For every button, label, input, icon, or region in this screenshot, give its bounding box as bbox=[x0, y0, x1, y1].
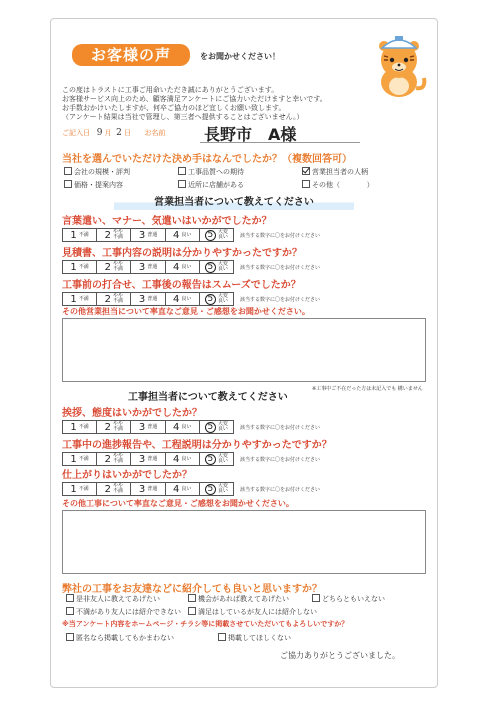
rating-option-3[interactable] bbox=[131, 421, 165, 433]
rating-option-5[interactable] bbox=[200, 483, 233, 495]
q1-option-label: 近所に店舗がある bbox=[188, 181, 244, 189]
referral-option-label: 不満があり友人には紹介できない bbox=[76, 608, 181, 616]
sales-question: 言葉遣い、マナー、気遣いはいかがでしたか？ bbox=[62, 216, 272, 227]
construction-comment-box[interactable] bbox=[62, 510, 426, 574]
referral-option-label: 是非友人に教えてあげたい bbox=[76, 595, 160, 603]
q1-option[interactable] bbox=[302, 180, 374, 190]
publish-title: ※当アンケート内容をホームページ・チラシ等に掲載させていただいてもよろしいですか？ bbox=[62, 620, 349, 628]
checkbox[interactable] bbox=[188, 607, 196, 615]
rating-option-1[interactable] bbox=[63, 293, 97, 305]
rating-label: 普通 bbox=[147, 295, 158, 302]
intro-line: お客様サービス向上のため、顧客満足アンケートにご協力いただけますと幸いです。 bbox=[62, 95, 327, 103]
rating-label: 良い bbox=[181, 231, 192, 238]
rating-option-4[interactable] bbox=[166, 453, 200, 465]
rating-option-4[interactable] bbox=[166, 293, 200, 305]
checkbox-checked[interactable] bbox=[302, 167, 310, 175]
rating-option-2[interactable] bbox=[97, 229, 131, 241]
rating-scale[interactable] bbox=[62, 482, 234, 496]
referral-option-label: どちらともいえない bbox=[322, 595, 385, 603]
construction-question: 仕上がりはいかがでしたか？ bbox=[62, 470, 192, 481]
rating-label: やや 不満 bbox=[112, 421, 123, 432]
publish-option-label: 匿名なら掲載してもかまわない bbox=[76, 634, 174, 642]
rating-label: 不満 bbox=[78, 295, 89, 302]
checkbox[interactable] bbox=[312, 594, 320, 602]
month-value[interactable]: 9 bbox=[96, 128, 103, 138]
rating-number: 4 bbox=[173, 483, 180, 495]
sales-heading: 営業担当者について教えてください bbox=[114, 196, 354, 210]
rating-option-2[interactable] bbox=[97, 421, 131, 433]
rating-number: 5 bbox=[205, 294, 216, 305]
q1-option-label: その他（ bbox=[312, 181, 340, 189]
rating-label: 大変 良い bbox=[217, 293, 228, 304]
rating-number: 4 bbox=[173, 293, 180, 305]
construction-question: 工事中の進捗報告や、工程説明は分かりやすかったですか？ bbox=[62, 440, 332, 451]
q1-option-label: 営業担当者の人柄 bbox=[312, 168, 368, 176]
intro-line: お手数おかけいたしますが、何卒ご協力のほど宜しくお願い致します。 bbox=[62, 104, 286, 112]
rating-option-5[interactable] bbox=[200, 421, 233, 433]
checkbox[interactable] bbox=[66, 633, 74, 641]
intro-text bbox=[62, 86, 372, 122]
publish-option[interactable] bbox=[218, 633, 291, 643]
referral-option[interactable] bbox=[66, 594, 160, 604]
rating-option-3[interactable] bbox=[131, 453, 165, 465]
rating-number: 3 bbox=[138, 421, 146, 433]
publish-option-label: 掲載してほしくない bbox=[228, 634, 291, 642]
name-underline bbox=[200, 142, 360, 143]
rating-number: 4 bbox=[173, 453, 180, 465]
rating-number: 3 bbox=[138, 261, 146, 273]
rating-number: 5 bbox=[205, 262, 216, 273]
rating-note: 該当する数字に〇をお付けください bbox=[240, 233, 321, 239]
rating-number: 2 bbox=[104, 453, 111, 465]
rating-option-1[interactable] bbox=[63, 261, 97, 273]
rating-note: 該当する数字に〇をお付けください bbox=[240, 487, 321, 493]
q1-title: 当社を選んでいただけた決め手はなんでしたか？（複数回答可） bbox=[62, 154, 352, 165]
rating-option-5[interactable] bbox=[200, 261, 233, 273]
rating-number: 1 bbox=[70, 293, 77, 305]
date-row bbox=[62, 128, 165, 138]
sales-question: 工事前の打合せ、工事後の報告はスムーズでしたか？ bbox=[62, 280, 301, 291]
rating-note: 該当する数字に〇をお付けください bbox=[240, 265, 321, 271]
rating-number: 2 bbox=[104, 483, 111, 495]
checkbox[interactable] bbox=[64, 167, 72, 175]
rating-label: 不満 bbox=[78, 423, 89, 430]
rating-label: 普通 bbox=[147, 485, 158, 492]
rating-option-5[interactable] bbox=[200, 293, 233, 305]
rating-option-4[interactable] bbox=[166, 261, 200, 273]
q1-option-label: 会社の規模・評判 bbox=[74, 168, 130, 176]
day-unit: 日 bbox=[124, 129, 132, 137]
rating-scale[interactable] bbox=[62, 228, 234, 242]
checkbox[interactable] bbox=[302, 180, 310, 188]
date-label: ご記入日 bbox=[62, 129, 90, 137]
rating-label: 普通 bbox=[147, 455, 158, 462]
rating-option-3[interactable] bbox=[131, 229, 165, 241]
rating-option-4[interactable] bbox=[166, 229, 200, 241]
rating-scale[interactable] bbox=[62, 260, 234, 274]
rating-label: やや 不満 bbox=[112, 229, 123, 240]
rating-label: 普通 bbox=[147, 423, 158, 430]
rating-option-5[interactable] bbox=[200, 229, 233, 241]
construction-comment-title: その他工事について率直なご意見・ご感想をお聞かせください。 bbox=[62, 499, 294, 508]
referral-option-label: 機会があれば教えてあげたい bbox=[198, 595, 289, 603]
rating-number: 4 bbox=[173, 261, 180, 273]
rating-option-1[interactable] bbox=[63, 421, 97, 433]
q1-option[interactable] bbox=[64, 180, 123, 190]
rating-option-2[interactable] bbox=[97, 483, 131, 495]
rating-label: 良い bbox=[181, 455, 192, 462]
rating-number: 3 bbox=[138, 229, 146, 241]
q1-option[interactable] bbox=[178, 167, 244, 177]
rating-option-3[interactable] bbox=[131, 261, 165, 273]
rating-scale[interactable] bbox=[62, 452, 234, 466]
checkbox[interactable] bbox=[64, 180, 72, 188]
rating-number: 5 bbox=[205, 454, 216, 465]
name-value[interactable]: 長野市 A様 bbox=[204, 125, 297, 144]
checkbox[interactable] bbox=[218, 633, 226, 641]
rating-note: 該当する数字に〇をお付けください bbox=[240, 425, 321, 431]
checkbox[interactable] bbox=[178, 180, 186, 188]
rating-label: 不満 bbox=[78, 485, 89, 492]
construction-question: 挨拶、態度はいかがでしたか？ bbox=[62, 408, 202, 419]
intro-line: この度はトラストに工事ご用命いただき誠にありがとうございます。 bbox=[62, 86, 279, 94]
rating-label: 良い bbox=[181, 263, 192, 270]
rating-label: 良い bbox=[181, 423, 192, 430]
rating-option-2[interactable] bbox=[97, 261, 131, 273]
rating-label: 大変 良い bbox=[217, 453, 228, 464]
rating-label: 良い bbox=[181, 485, 192, 492]
rating-number: 1 bbox=[70, 229, 77, 241]
rating-option-1[interactable] bbox=[63, 229, 97, 241]
rating-option-2[interactable] bbox=[97, 453, 131, 465]
rating-number: 3 bbox=[138, 453, 146, 465]
rating-label: やや 不満 bbox=[112, 261, 123, 272]
tiger-mascot-icon bbox=[368, 30, 430, 100]
checkbox[interactable] bbox=[178, 167, 186, 175]
checkbox[interactable] bbox=[66, 594, 74, 602]
rating-number: 3 bbox=[138, 483, 146, 495]
referral-option[interactable] bbox=[312, 594, 385, 604]
rating-note: 該当する数字に〇をお付けください bbox=[240, 297, 321, 303]
rating-label: やや 不満 bbox=[112, 483, 123, 494]
rating-label: 良い bbox=[181, 295, 192, 302]
rating-option-4[interactable] bbox=[166, 483, 200, 495]
rating-option-1[interactable] bbox=[63, 483, 97, 495]
rating-label: 不満 bbox=[78, 263, 89, 270]
month-unit: 月 bbox=[104, 129, 112, 137]
rating-scale[interactable] bbox=[62, 420, 234, 434]
sales-comment-box[interactable] bbox=[62, 318, 426, 382]
name-label: お名前 bbox=[144, 129, 166, 137]
rating-number: 3 bbox=[138, 293, 146, 305]
rating-label: 大変 良い bbox=[217, 483, 228, 494]
rating-label: 普通 bbox=[147, 263, 158, 270]
rating-scale[interactable] bbox=[62, 292, 234, 306]
rating-option-1[interactable] bbox=[63, 453, 97, 465]
rating-number: 4 bbox=[173, 229, 180, 241]
rating-option-3[interactable] bbox=[131, 293, 165, 305]
thank-you-text: ご協力ありがとうございました。 bbox=[280, 651, 400, 660]
q1-option[interactable] bbox=[178, 180, 244, 190]
q1-option[interactable] bbox=[302, 167, 368, 177]
rating-number: 2 bbox=[104, 293, 111, 305]
rating-number: 1 bbox=[70, 421, 77, 433]
rating-number: 2 bbox=[104, 229, 111, 241]
rating-number: 5 bbox=[205, 484, 216, 495]
rating-label: やや 不満 bbox=[112, 293, 123, 304]
referral-option-label: 満足はしているが友人には紹介しない bbox=[198, 608, 317, 616]
publish-option[interactable] bbox=[66, 633, 174, 643]
rating-note: 該当する数字に〇をお付けください bbox=[240, 457, 321, 463]
checkbox[interactable] bbox=[188, 594, 196, 602]
rating-label: 不満 bbox=[78, 231, 89, 238]
rating-number: 4 bbox=[173, 421, 180, 433]
checkbox[interactable] bbox=[66, 607, 74, 615]
rating-option-4[interactable] bbox=[166, 421, 200, 433]
referral-title: 弊社の工事をお友達などに紹介しても良いと思いますか？ bbox=[62, 584, 322, 595]
rating-option-5[interactable] bbox=[200, 453, 233, 465]
rating-option-3[interactable] bbox=[131, 483, 165, 495]
q1-option-label: 価格・提案内容 bbox=[74, 181, 123, 189]
rating-label: やや 不満 bbox=[112, 453, 123, 464]
referral-option[interactable] bbox=[66, 607, 181, 617]
rating-label: 普通 bbox=[147, 231, 158, 238]
construction-note: ※工事中ご不在だった方は未記入でも 構いません bbox=[312, 386, 423, 392]
rating-number: 2 bbox=[104, 421, 111, 433]
rating-label: 大変 良い bbox=[217, 261, 228, 272]
rating-number: 2 bbox=[104, 261, 111, 273]
title-banner: お客様の声 bbox=[72, 44, 190, 66]
referral-option[interactable] bbox=[188, 594, 289, 604]
rating-option-2[interactable] bbox=[97, 293, 131, 305]
q1-option[interactable] bbox=[64, 167, 130, 177]
rating-number: 1 bbox=[70, 483, 77, 495]
rating-label: 大変 良い bbox=[217, 229, 228, 240]
rating-number: 1 bbox=[70, 453, 77, 465]
rating-number: 5 bbox=[205, 230, 216, 241]
rating-label: 大変 良い bbox=[217, 421, 228, 432]
q1-other-close: ） bbox=[366, 181, 374, 189]
sales-comment-title: その他営業担当について率直なご意見・ご感想をお聞かせください。 bbox=[62, 307, 310, 316]
q1-option-label: 工事品質への期待 bbox=[188, 168, 244, 176]
rating-label: 不満 bbox=[78, 455, 89, 462]
intro-line: （アンケート結果は当社で管理し、第三者へ提供することはございません。） bbox=[62, 113, 304, 121]
sales-question: 見積書、工事内容の説明は分かりやすかったですか？ bbox=[62, 248, 302, 259]
construction-heading: 工事担当者について教えてください bbox=[128, 392, 288, 403]
referral-option[interactable] bbox=[188, 607, 317, 617]
rating-number: 1 bbox=[70, 261, 77, 273]
day-value[interactable]: 2 bbox=[116, 128, 122, 138]
rating-number: 5 bbox=[205, 422, 216, 433]
title-sub: をお聞かせください！ bbox=[200, 52, 280, 61]
